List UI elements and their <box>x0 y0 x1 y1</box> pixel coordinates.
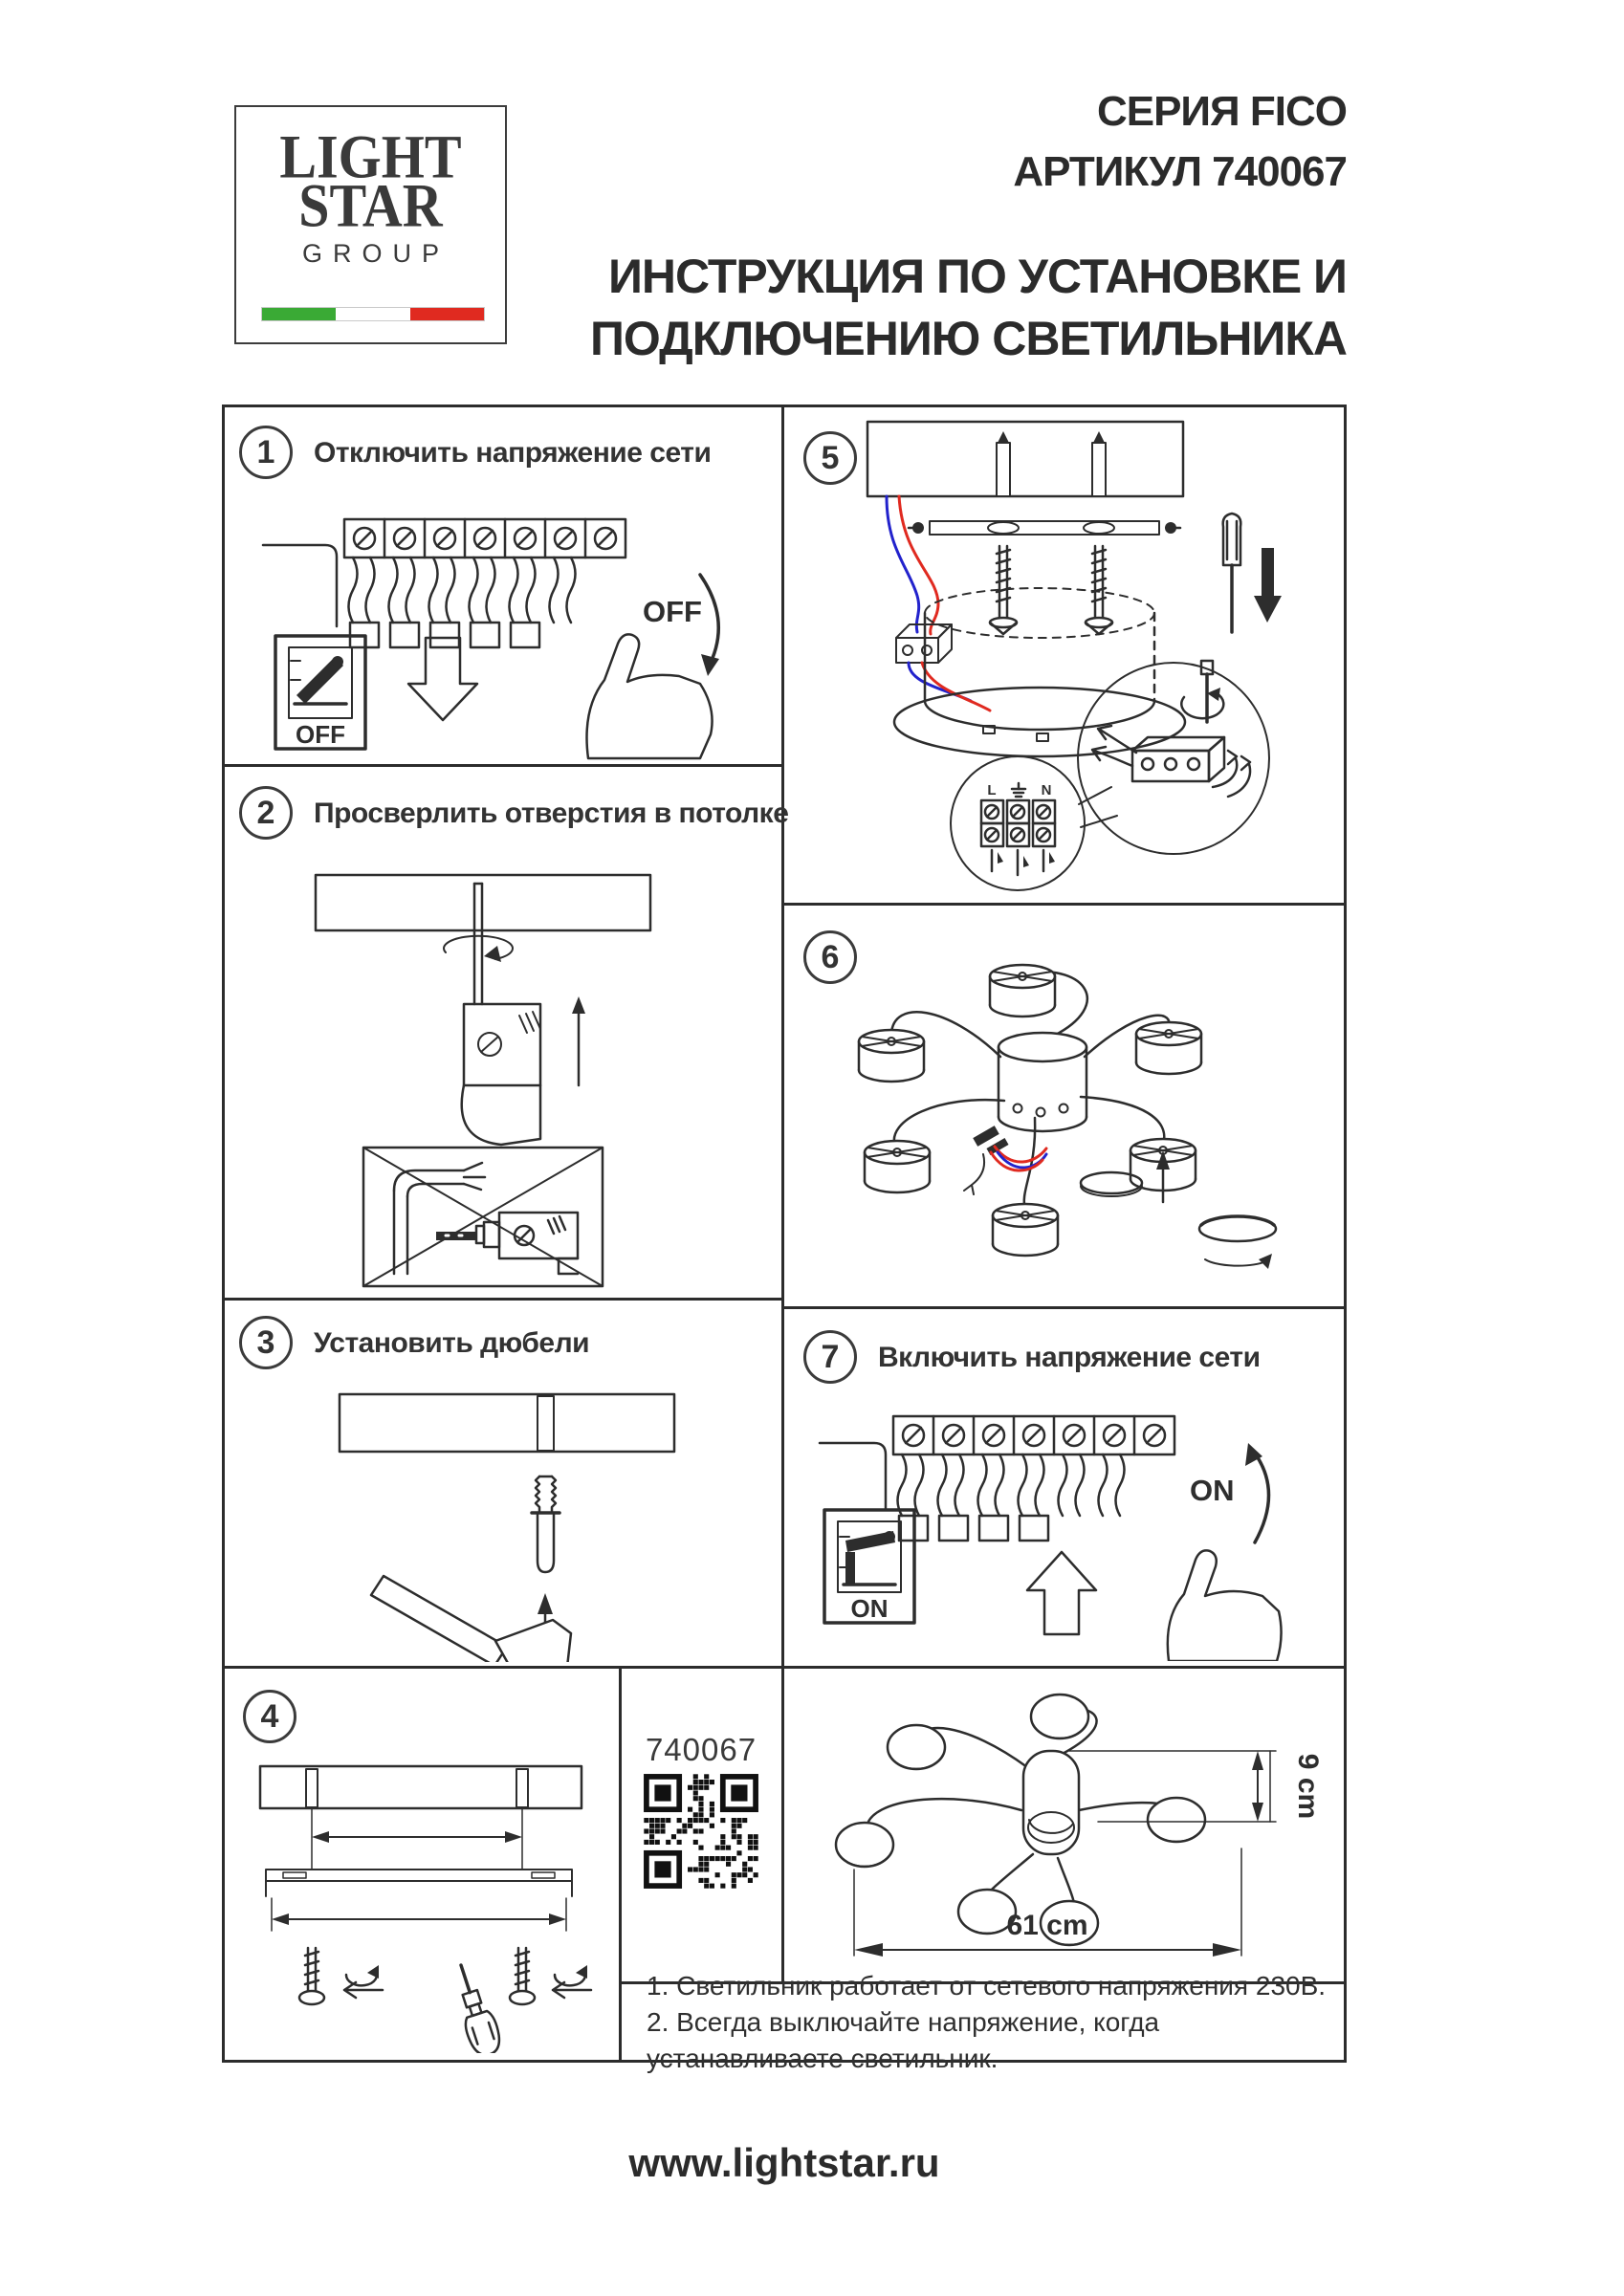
qr-code <box>644 1774 758 1889</box>
qr-article-label: 740067 <box>645 1732 757 1767</box>
step2-panel <box>222 765 789 1299</box>
step1-panel <box>222 405 782 765</box>
on-pictogram-label: ON <box>850 1594 889 1623</box>
step1-number: 1 <box>239 426 293 479</box>
step4-bracket-illustration <box>239 1757 603 2053</box>
shade <box>993 1204 1058 1256</box>
step2-number: 2 <box>239 786 293 840</box>
height-dimension-label: 9 cm <box>1292 1753 1324 1820</box>
top-shade <box>836 1823 893 1867</box>
shade <box>1136 1022 1201 1074</box>
step7-panel <box>782 1307 1347 1667</box>
logo-star: STAR <box>298 170 443 240</box>
step5-number: 5 <box>803 431 857 485</box>
on-badge: ON <box>1190 1474 1235 1507</box>
top-shade <box>888 1725 945 1769</box>
step3-dowel-illustration <box>249 1383 765 1662</box>
notes-block <box>620 1971 1347 2073</box>
lamp-dimensions-illustration <box>782 1667 1347 1982</box>
step3-number: 3 <box>239 1316 293 1369</box>
terminal-l-label: L <box>987 782 997 798</box>
step5-mounting-illustration <box>796 414 1333 896</box>
step7-number: 7 <box>803 1330 857 1384</box>
dimensions-panel <box>782 1667 1347 1982</box>
shade <box>865 1141 930 1192</box>
step6-number: 6 <box>803 930 857 984</box>
note-1: 1. Светильник работает от сетевого напряжения 230В. <box>647 1971 1327 2001</box>
article-title: АРТИКУЛ 740067 <box>1013 148 1347 195</box>
step2-drill-illustration <box>249 861 765 1291</box>
step7-label: Включить напряжение сети <box>878 1342 1261 1373</box>
note-2: 2. Всегда выключайте напряжение, когда устанавливаете светильник. <box>647 2007 1160 2073</box>
off-badge: OFF <box>643 595 702 628</box>
doc-title-line2: ПОДКЛЮЧЕНИЮ СВЕТИЛЬНИКА <box>589 312 1347 365</box>
top-shade <box>1148 1798 1205 1842</box>
step4-panel <box>222 1667 620 2063</box>
top-shade <box>1031 1695 1088 1738</box>
logo-group: GROUP <box>301 239 450 269</box>
flag-green <box>262 308 336 320</box>
logo-light: LIGHT <box>279 121 462 191</box>
doc-title-line1: ИНСТРУКЦИЯ ПО УСТАНОВКЕ И <box>607 250 1347 303</box>
step7-breaker-illustration <box>805 1397 1322 1661</box>
step3-panel <box>222 1299 782 1667</box>
width-dimension-label: 61 cm <box>1006 1910 1088 1941</box>
series-title: СЕРИЯ FICO <box>1096 88 1347 135</box>
shade <box>990 965 1055 1017</box>
step1-breaker-illustration <box>249 492 765 760</box>
step3-label: Установить дюбели <box>314 1327 590 1359</box>
flag-red <box>410 308 484 320</box>
off-pictogram-label: OFF <box>296 720 345 749</box>
step2-label: Просверлить отверстия в потолке <box>314 798 789 829</box>
shade <box>859 1030 924 1082</box>
step6-panel <box>782 904 1347 1307</box>
step5-panel <box>782 405 1347 904</box>
lightstar-logo <box>234 105 507 344</box>
website-url: www.lightstar.ru <box>628 2140 940 2185</box>
step1-label: Отключить напряжение сети <box>314 437 712 469</box>
terminal-n-label: N <box>1041 782 1052 798</box>
qr-panel <box>620 1667 782 1982</box>
step6-assembly-illustration <box>796 913 1333 1300</box>
flag-white <box>336 308 409 320</box>
step4-number: 4 <box>243 1690 296 1743</box>
italy-flag-icon <box>261 307 485 321</box>
